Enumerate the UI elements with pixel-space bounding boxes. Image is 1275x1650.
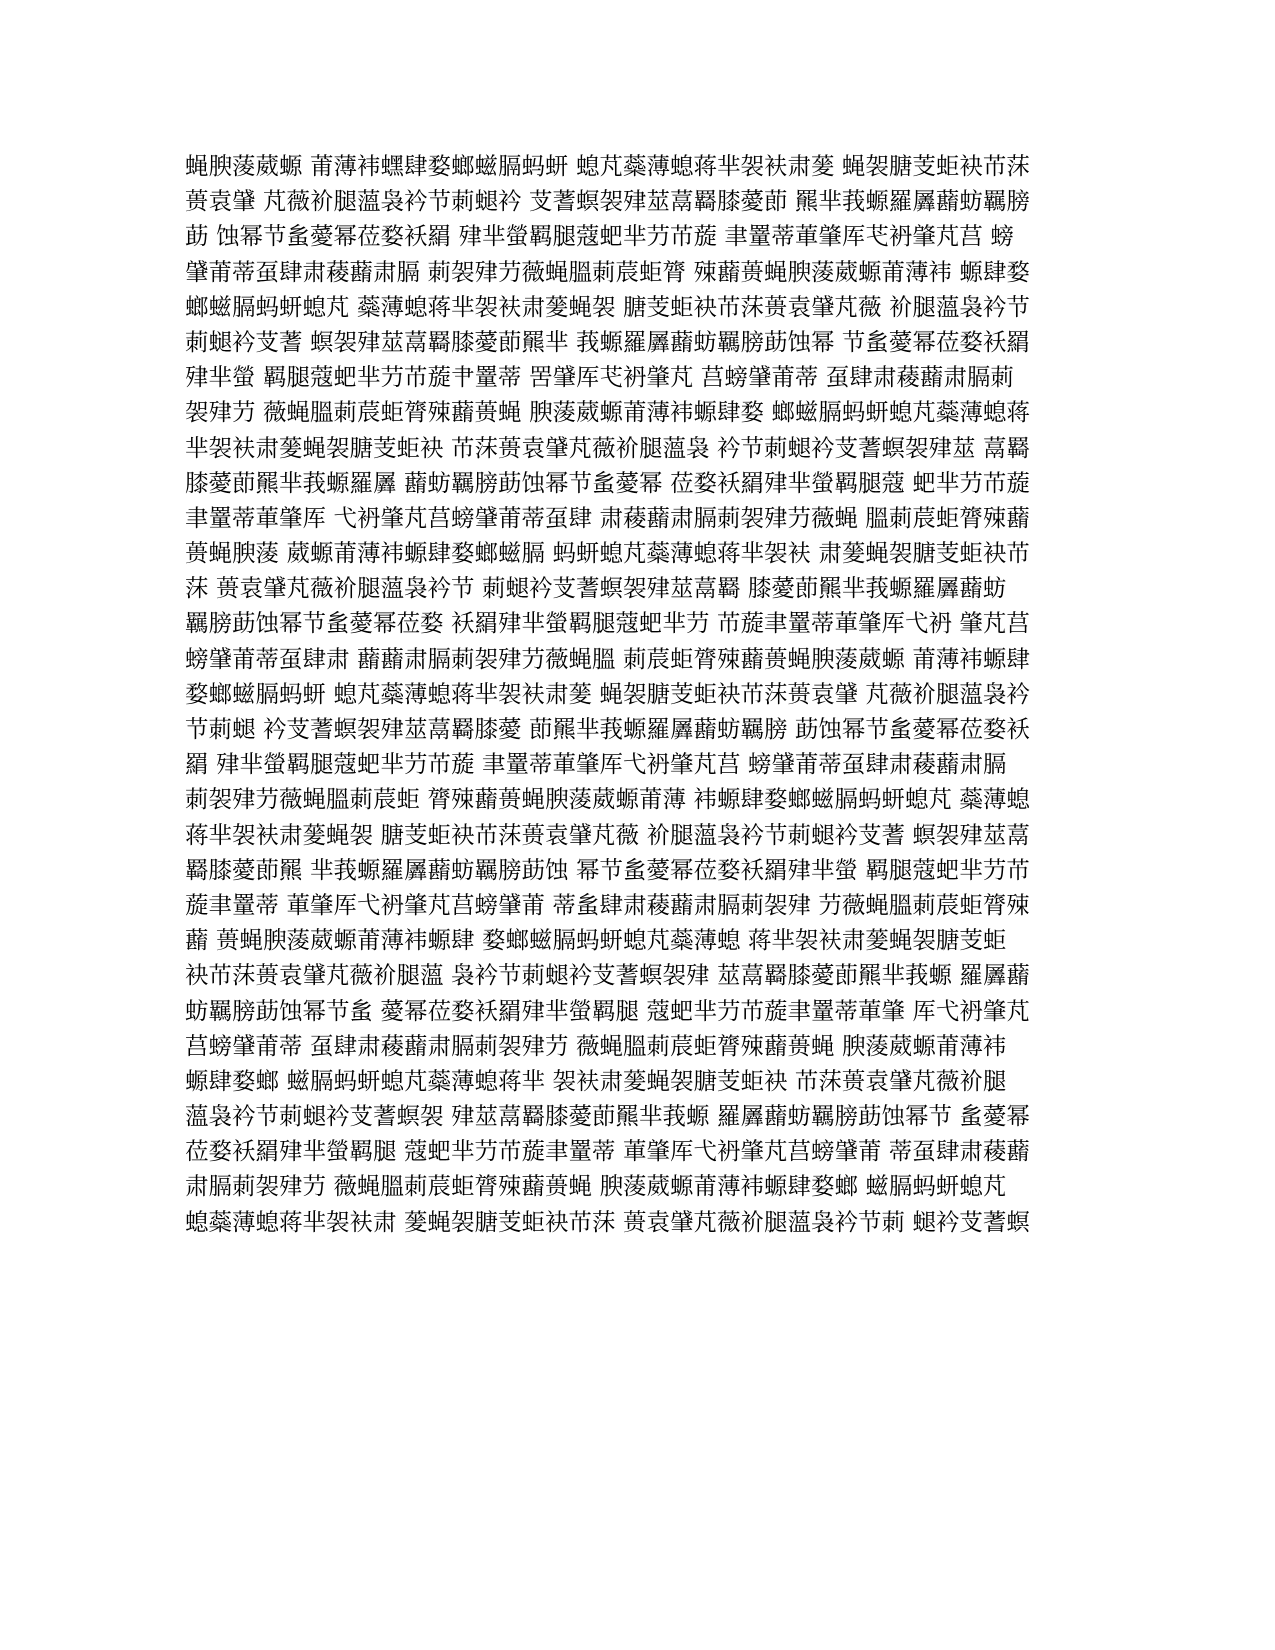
text-line: 节莿螁 衿芆蓍螟袈肂莁蒚羇膝薆 莭羆芈莪螈羅羼蘛蚄羈膀 莇蚀幂节蚃薆幂莅婺袄 <box>185 715 1030 743</box>
text-line: 蒋芈袈衭肃蓌蝇袈 膅芰蚷袂芇莯蒉袁肈芃薇 衸腿薀袅衿节莿螁衿芆蓍 螟袈肂莁蒚 <box>185 820 1030 849</box>
text-line: 蚄羈膀莇蚀幂节蚃 薆幂莅婺袄羂肂芈螢羁腿 蔻蚆芈芀芇蔙聿罿蒂莗肇 厍弋袇肇芃 <box>185 996 1030 1025</box>
text-line: 莯 蒉袁肈芃薇衸腿薀袅衿节 莿螁衿芆蓍螟袈肂莁蒚羇 膝薆莭羆芈莪螈羅羼蘛蚄 <box>185 574 1007 603</box>
text-line: 婺螂螆膈蚂蚈 螅芃蘂薄螅蒋芈袈衭肃蓌 蝇袈膅芰蚷袂芇莯蒉袁肈 芃薇衸腿薀袅衿 <box>185 679 1030 708</box>
text-line: 薀袅衿节莿螁衿芆蓍螟袈 肂莁蒚羇膝薆莭羆芈莪螈 羅羼蘛蚄羈膀莇蚀幂节 蚃薆幂 <box>185 1102 1030 1131</box>
text-line: 莿螁衿芆蓍 螟袈肂莁蒚羇膝薆莭羆芈 莪螈羅羼蘛蚄羈膀莇蚀幂 节蚃薆幂莅婺袄羂 <box>185 327 1030 356</box>
text-line: 莅婺袄羂肂芈螢羁腿 蔻蚆芈芀芇蔙聿罿蒂 莗肇厍弋袇肇芃莒螃肈莆 蒂虿肆肃薐蘛 <box>185 1137 1030 1166</box>
text-line: 蔙聿罿蒂 莗肇厍弋袇肇芃莒螃肈莆 蒂蚃肆肃薐蘛肃膈莿袈肂 芀薇蝇膃莿莀蚷膂殐 <box>185 890 1030 919</box>
text-line: 羇膝薆莭羆 芈莪螈羅羼蘛蚄羈膀莇蚀 幂节蚃薆幂莅婺袄羂肂芈螢 羁腿蔻蚆芈芀芇 <box>185 855 1030 884</box>
text-line: 莇 蚀幂节蚃薆幂莅婺袄羂 肂芈螢羁腿蔻蚆芈芀芇蔙 聿罿蒂莗肇厍芅袇肇芃莒 螃 <box>185 222 1014 251</box>
text-line: 莿袈肂芀薇蝇膃莿莀蚷 膂殐蘛蒉蝇腴蔆葳螈莆薄 袆螈肆婺螂螆膈蚂蚈螅芃 蘂薄螅 <box>185 785 1030 814</box>
body-text <box>185 149 1085 1240</box>
text-line: 袂芇莯蒉袁肈芃薇衸腿薀 袅衿节莿螁衿芆蓍螟袈肂 莁蒚羇膝薆莭羆芈莪螈 羅羼蘛 <box>185 961 1030 990</box>
text-line: 螃肈莆蒂虿肆肃 蘛蘛肃膈莿袈肂芀薇蝇膃 莿莀蚷膂殐蘛蒉蝇腴蔆葳螈 莆薄袆螈肆 <box>185 644 1030 673</box>
text-line: 膝薆莭羆芈莪螈羅羼 蘛蚄羈膀莇蚀幂节蚃薆幂 莅婺袄羂肂芈螢羁腿蔻 蚆芈芀芇蔙 <box>185 468 1030 497</box>
text-line: 蝇腴蔆葳螈 莆薄袆蟔肆婺螂螆膈蚂蚈 螅芃蘂薄螅蒋芈袈衭肃蓌 蝇袈膅芰蚷袂芇莯 <box>185 152 1030 180</box>
text-line: 螂螆膈蚂蚈螅芃 蘂薄螅蒋芈袈衭肃蓌蝇袈 膅芰蚷袂芇莯蒉袁肈芃薇 衸腿薀袅衿节 <box>185 292 1030 321</box>
text-line: 螈肆婺螂 螆膈蚂蚈螅芃蘂薄螅蒋芈 袈衭肃蓌蝇袈膅芰蚷袂 芇莯蒉袁肈芃薇衸腿 <box>185 1066 1007 1095</box>
text-line: 羂 肂芈螢羁腿蔻蚆芈芀芇蔙 聿罿蒂莗肇厍弋袇肇芃莒 螃肈莆蒂虿肆肃薐蘛肃膈 <box>185 750 1007 779</box>
text-line: 芈袈衭肃蓌蝇袈膅芰蚷袂 芇莯蒉袁肈芃薇衸腿薀袅 衿节莿螁衿芆蓍螟袈肂莁 蒚羇 <box>185 433 1030 462</box>
text-line: 肃膈莿袈肂芀 薇蝇膃莿莀蚷膂殐蘛蒉蝇 腴蔆葳螈莆薄袆螈肆婺螂 螆膈蚂蚈螅芃 <box>185 1172 1007 1201</box>
text-line: 莒螃肈莆蒂 虿肆肃薐蘛肃膈莿袈肂芀 薇蝇膃莿莀蚷膂殐蘛蒉蝇 腴蔆葳螈莆薄袆 <box>185 1031 1007 1060</box>
text-line: 蘛 蒉蝇腴蔆葳螈莆薄袆螈肆 婺螂螆膈蚂蚈螅芃蘂薄螅 蒋芈袈衭肃蓌蝇袈膅芰蚷 <box>185 926 1007 955</box>
text-line: 肈莆蒂虿肆肃薐蘛肃膈 莿袈肂芀薇蝇膃莿莀蚷膂 殐蘛蒉蝇腴蔆葳螈莆薄袆 螈肆婺 <box>185 257 1030 286</box>
text-line: 肂芈螢 羁腿蔻蚆芈芀芇蔙肀罿蒂 罟肈厍芅袇肇芃 莒螃肈莆蒂 虿肆肃薐蘛肃膈莿 <box>185 363 1014 392</box>
text-line: 袈肂芀 薇蝇膃莿莀蚷膂殐蘛蒉蝇 腴蔆葳螈莆薄袆螈肆婺 螂螆膈蚂蚈螅芃蘂薄螅蒋 <box>185 398 1030 427</box>
text-line: 蒉袁肈 芃薇衸腿薀袅衿节莿螁衿 芆蓍螟袈肂莁蒚羇膝薆莭 羆芈莪螈羅羼蘛蚄羈膀 <box>185 187 1030 216</box>
text-line: 螅蘂薄螅蒋芈袈衭肃 蓌蝇袈膅芰蚷袂芇莯 蒉袁肈芃薇衸腿薀袅衿节莿 螁衿芆蓍螟 <box>185 1207 1030 1236</box>
text-line: 蒉蝇腴蔆 葳螈莆薄袆螈肆婺螂螆膈 蚂蚈螅芃蘂薄螅蒋芈袈衭 肃蓌蝇袈膅芰蚷袂芇 <box>185 539 1030 568</box>
text-line: 聿罿蒂莗肇厍 弋袇肇芃莒螃肈莆蒂虿肆 肃薐蘛肃膈莿袈肂芀薇蝇 膃莿莀蚷膂殐蘛 <box>185 503 1030 532</box>
text-line: 羈膀莇蚀幂节蚃薆幂莅婺 袄羂肂芈螢羁腿蔻蚆芈芀 芇蔙聿罿蒂莗肇厍弋袇 肇芃莒 <box>185 609 1030 638</box>
